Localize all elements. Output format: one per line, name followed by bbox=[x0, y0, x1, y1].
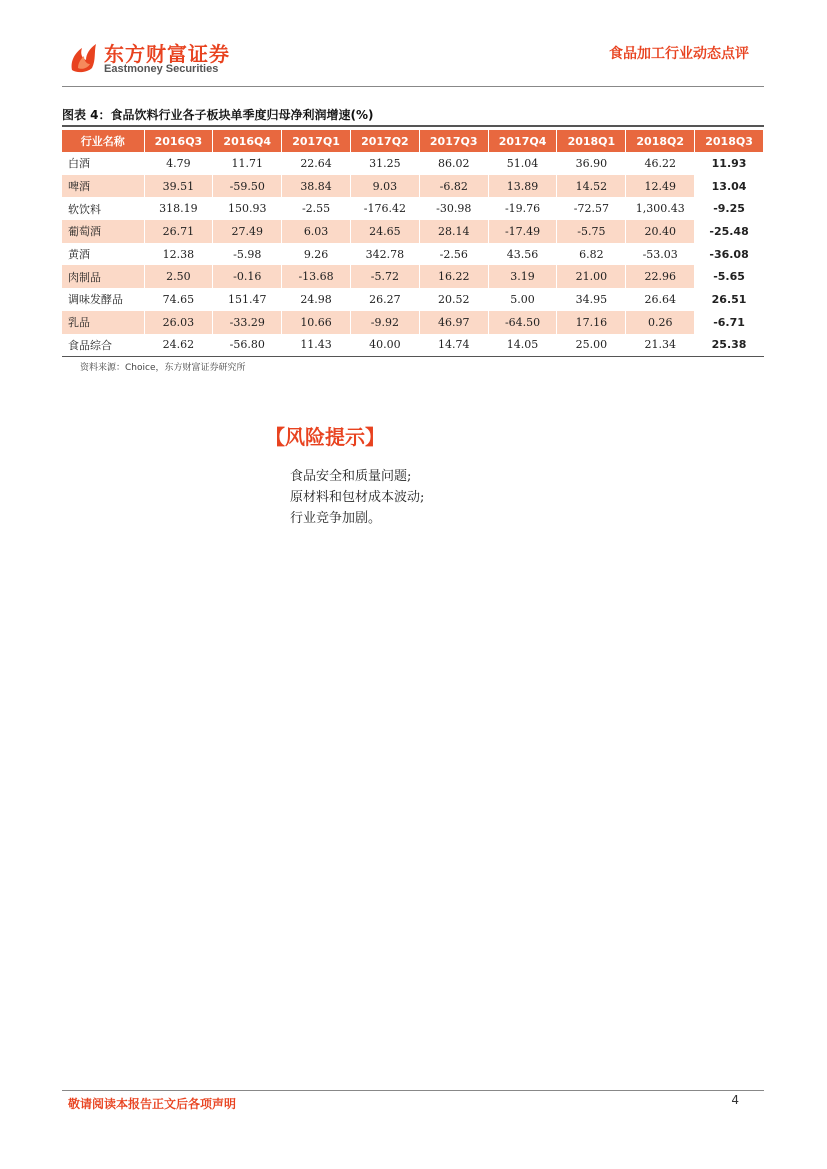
risk-item: 食品安全和质量问题; bbox=[290, 469, 412, 484]
value-cell: 14.52 bbox=[557, 175, 626, 198]
value-cell: 16.22 bbox=[419, 265, 488, 288]
value-cell: 28.14 bbox=[419, 220, 488, 243]
column-header: 行业名称 bbox=[62, 130, 144, 152]
value-cell: 3.19 bbox=[488, 265, 557, 288]
source-note: 资料来源：Choice，东方财富证券研究所 bbox=[80, 363, 246, 373]
value-cell: -56.80 bbox=[213, 334, 282, 357]
value-cell: 12.38 bbox=[144, 243, 213, 266]
value-cell: 25.00 bbox=[557, 334, 626, 357]
value-cell: 22.96 bbox=[626, 265, 695, 288]
flame-logo-icon bbox=[68, 40, 98, 74]
value-cell: 150.93 bbox=[213, 197, 282, 220]
value-cell: -2.56 bbox=[419, 243, 488, 266]
value-cell: -9.92 bbox=[350, 311, 419, 334]
value-cell: 12.49 bbox=[626, 175, 695, 198]
risk-title: 【风险提示】 bbox=[265, 425, 385, 449]
value-cell: -5.72 bbox=[350, 265, 419, 288]
value-cell: 11.71 bbox=[213, 152, 282, 175]
value-cell: -72.57 bbox=[557, 197, 626, 220]
value-cell: 9.26 bbox=[282, 243, 351, 266]
value-cell: 20.52 bbox=[419, 288, 488, 311]
value-cell: 0.26 bbox=[626, 311, 695, 334]
value-cell: 151.47 bbox=[213, 288, 282, 311]
column-header: 2016Q3 bbox=[144, 130, 213, 152]
value-cell: 86.02 bbox=[419, 152, 488, 175]
table-row bbox=[62, 311, 764, 334]
header-divider bbox=[62, 86, 764, 87]
value-cell: 20.40 bbox=[626, 220, 695, 243]
value-cell: -13.68 bbox=[282, 265, 351, 288]
value-cell: -2.55 bbox=[282, 197, 351, 220]
report-type: 食品加工行业动态点评 bbox=[609, 46, 749, 62]
table-row bbox=[62, 288, 764, 311]
page-number: 4 bbox=[731, 1093, 739, 1107]
value-cell: 21.34 bbox=[626, 334, 695, 357]
column-header: 2017Q1 bbox=[282, 130, 351, 152]
table-row bbox=[62, 220, 764, 243]
value-cell: 342.78 bbox=[350, 243, 419, 266]
value-cell: -6.82 bbox=[419, 175, 488, 198]
value-cell: 13.89 bbox=[488, 175, 557, 198]
column-header: 2016Q4 bbox=[213, 130, 282, 152]
table-row bbox=[62, 197, 764, 220]
row-name-cell: 肉制品 bbox=[62, 265, 144, 288]
value-cell: 25.38 bbox=[695, 334, 764, 357]
row-name-cell: 乳品 bbox=[62, 311, 144, 334]
column-header: 2017Q4 bbox=[488, 130, 557, 152]
logo-text-en: Eastmoney Securities bbox=[104, 63, 219, 75]
value-cell: -5.65 bbox=[695, 265, 764, 288]
value-cell: 9.03 bbox=[350, 175, 419, 198]
value-cell: 1,300.43 bbox=[626, 197, 695, 220]
value-cell: 26.64 bbox=[626, 288, 695, 311]
value-cell: -25.48 bbox=[695, 220, 764, 243]
disclaimer-note: 敬请阅读本报告正文后各项声明 bbox=[68, 1097, 237, 1111]
row-name-cell: 软饮料 bbox=[62, 197, 144, 220]
row-name-cell: 葡萄酒 bbox=[62, 220, 144, 243]
value-cell: 74.65 bbox=[144, 288, 213, 311]
value-cell: -33.29 bbox=[213, 311, 282, 334]
figure-divider bbox=[62, 125, 764, 127]
table-row bbox=[62, 152, 764, 175]
column-header: 2018Q1 bbox=[557, 130, 626, 152]
value-cell: 34.95 bbox=[557, 288, 626, 311]
value-cell: -5.75 bbox=[557, 220, 626, 243]
value-cell: -6.71 bbox=[695, 311, 764, 334]
company-logo bbox=[68, 38, 248, 82]
page-header bbox=[0, 0, 827, 100]
value-cell: 10.66 bbox=[282, 311, 351, 334]
value-cell: -9.25 bbox=[695, 197, 764, 220]
value-cell: 38.84 bbox=[282, 175, 351, 198]
value-cell: 46.97 bbox=[419, 311, 488, 334]
value-cell: 4.79 bbox=[144, 152, 213, 175]
risk-item: 原材料和包材成本波动; bbox=[290, 490, 425, 505]
value-cell: -5.98 bbox=[213, 243, 282, 266]
value-cell: 6.03 bbox=[282, 220, 351, 243]
value-cell: -0.16 bbox=[213, 265, 282, 288]
value-cell: 26.03 bbox=[144, 311, 213, 334]
value-cell: 26.27 bbox=[350, 288, 419, 311]
value-cell: 11.43 bbox=[282, 334, 351, 357]
value-cell: -59.50 bbox=[213, 175, 282, 198]
value-cell: 24.65 bbox=[350, 220, 419, 243]
value-cell: 26.51 bbox=[695, 288, 764, 311]
table-header-row bbox=[62, 130, 764, 152]
footer-divider bbox=[62, 1090, 764, 1091]
value-cell: 24.62 bbox=[144, 334, 213, 357]
profit-growth-table bbox=[62, 130, 764, 357]
row-name-cell: 白酒 bbox=[62, 152, 144, 175]
value-cell: 11.93 bbox=[695, 152, 764, 175]
value-cell: 17.16 bbox=[557, 311, 626, 334]
value-cell: 46.22 bbox=[626, 152, 695, 175]
value-cell: 31.25 bbox=[350, 152, 419, 175]
value-cell: -53.03 bbox=[626, 243, 695, 266]
column-header: 2017Q2 bbox=[350, 130, 419, 152]
value-cell: 26.71 bbox=[144, 220, 213, 243]
value-cell: 21.00 bbox=[557, 265, 626, 288]
value-cell: 51.04 bbox=[488, 152, 557, 175]
value-cell: 36.90 bbox=[557, 152, 626, 175]
value-cell: 22.64 bbox=[282, 152, 351, 175]
row-name-cell: 啤酒 bbox=[62, 175, 144, 198]
row-name-cell: 食品综合 bbox=[62, 334, 144, 357]
value-cell: -30.98 bbox=[419, 197, 488, 220]
value-cell: 14.05 bbox=[488, 334, 557, 357]
table-row bbox=[62, 265, 764, 288]
value-cell: -176.42 bbox=[350, 197, 419, 220]
value-cell: -19.76 bbox=[488, 197, 557, 220]
table-row bbox=[62, 334, 764, 357]
value-cell: 14.74 bbox=[419, 334, 488, 357]
value-cell: 13.04 bbox=[695, 175, 764, 198]
logo-text-cn: 东方财富证券 bbox=[104, 42, 230, 66]
table-row bbox=[62, 175, 764, 198]
value-cell: 24.98 bbox=[282, 288, 351, 311]
row-name-cell: 调味发酵品 bbox=[62, 288, 144, 311]
column-header: 2018Q3 bbox=[695, 130, 764, 152]
row-name-cell: 黄酒 bbox=[62, 243, 144, 266]
value-cell: 318.19 bbox=[144, 197, 213, 220]
risk-item: 行业竞争加剧。 bbox=[290, 511, 382, 526]
value-cell: -17.49 bbox=[488, 220, 557, 243]
value-cell: 27.49 bbox=[213, 220, 282, 243]
column-header: 2017Q3 bbox=[419, 130, 488, 152]
value-cell: -64.50 bbox=[488, 311, 557, 334]
column-header: 2018Q2 bbox=[626, 130, 695, 152]
value-cell: 39.51 bbox=[144, 175, 213, 198]
value-cell: -36.08 bbox=[695, 243, 764, 266]
value-cell: 43.56 bbox=[488, 243, 557, 266]
value-cell: 40.00 bbox=[350, 334, 419, 357]
figure-caption: 图表 4：食品饮料行业各子板块单季度归母净利润增速(%) bbox=[62, 108, 374, 122]
value-cell: 6.82 bbox=[557, 243, 626, 266]
value-cell: 5.00 bbox=[488, 288, 557, 311]
risk-list bbox=[290, 466, 424, 529]
value-cell: 2.50 bbox=[144, 265, 213, 288]
table-row bbox=[62, 243, 764, 266]
